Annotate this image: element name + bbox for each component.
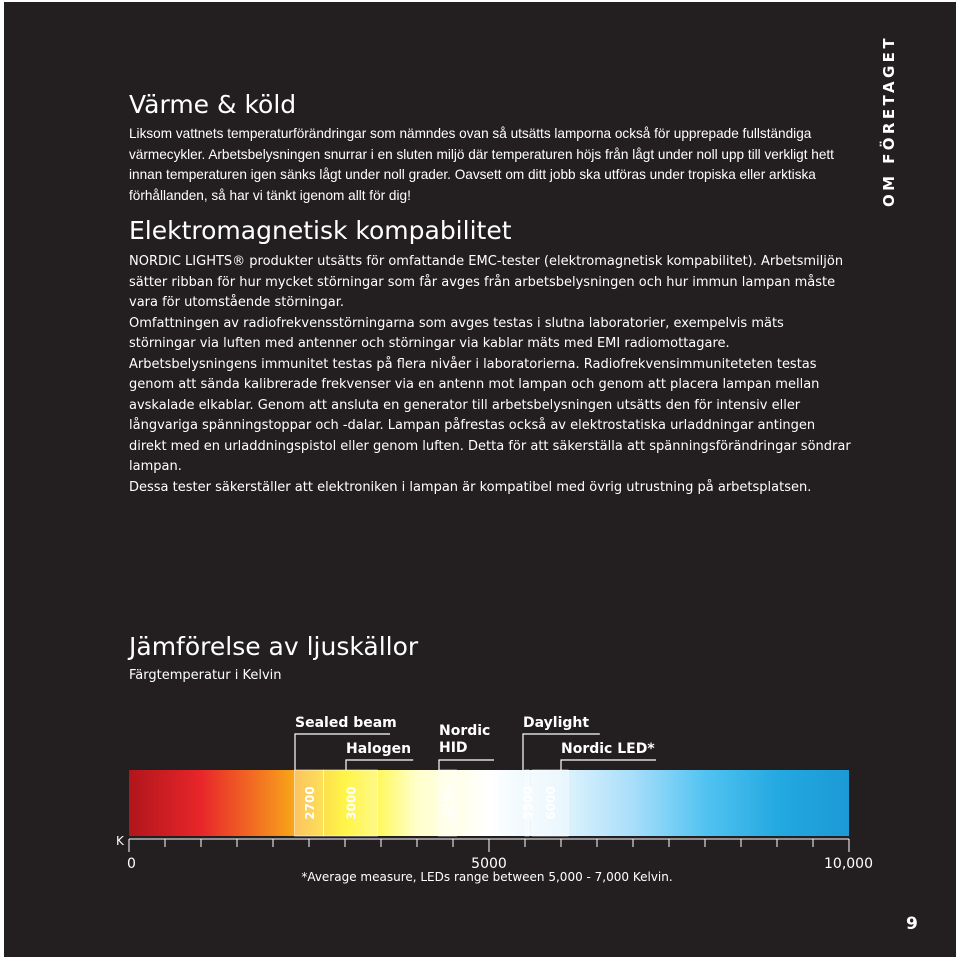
- band-value-label: 3000: [344, 786, 359, 820]
- axis-tick-label: 0: [127, 856, 136, 872]
- category-label: Daylight: [523, 715, 590, 731]
- light-source-subtitle: Färgtemperatur i Kelvin: [129, 668, 282, 683]
- kelvin-unit-label: K: [116, 834, 124, 848]
- color-temperature-chart: [4, 2, 956, 957]
- emc-paragraph: Dessa tester säkerställer att elektroniken i lampan är kompatibel med övrig utrustning på arbetsplatsen.: [129, 479, 812, 495]
- document-page: [4, 2, 956, 957]
- heat-cold-title: Värme & köld: [129, 90, 297, 119]
- category-label: Halogen: [346, 741, 412, 757]
- band-value-label: 6000: [544, 786, 559, 820]
- emc-paragraph: NORDIC LIGHTS® produkter utsätts för omfattande EMC-tester (elektromagnetisk kompabilitet). Arbetsmiljön sätter ribban för hur mycket störningar som får avges från arbetsbelysningen och hur immun lampan måste vara för utomstående störningar.: [129, 254, 844, 310]
- page-number: 9: [906, 914, 918, 934]
- category-label: Nordic: [439, 723, 491, 739]
- category-leader-line: [561, 760, 656, 770]
- kelvin-axis-ticks: [129, 839, 849, 852]
- emc-paragraph: Omfattningen av radiofrekvensstörningarna som avges testas i slutna laboratorier, exempelvis mäts störningar via luften med antenner och störningar via kablar mäts med EMI radiomottagare.: [129, 315, 784, 351]
- chart-footnote: *Average measure, LEDs range between 5,000 - 7,000 Kelvin.: [301, 870, 673, 884]
- section-side-tab: OM FÖRETAGET: [880, 35, 898, 207]
- heat-cold-paragraph: Liksom vattnets temperaturförändringar som nämndes ovan så utsätts lamporna också för upprepade fullständiga värmecykler. Arbetsbelysningen snurrar i en sluten miljö där temperaturen höjs från lågt under noll upp till verkligt hett innan temperaturen igen sänks lågt under noll grader. Oavsett om ditt jobb ska utföras under tropiska eller arktiska förhållanden, så har vi tänkt igenom allt för dig!: [129, 126, 834, 203]
- axis-tick-label: 5000: [471, 856, 507, 872]
- category-label: Nordic LED*: [561, 741, 655, 757]
- axis-tick-label: 10,000: [824, 856, 873, 872]
- band-value-label: 5500: [521, 786, 535, 820]
- band-value-label: 4250: [441, 786, 456, 820]
- category-labels: [295, 715, 655, 757]
- category-label: HID: [439, 740, 468, 756]
- category-label: Sealed beam: [295, 715, 397, 731]
- light-source-title: Jämförelse av ljuskällor: [129, 632, 419, 661]
- band-value-label: 2700: [303, 786, 317, 820]
- category-leader-line: [346, 760, 413, 770]
- emc-paragraph: Arbetsbelysningens immunitet testas på flera nivåer i laboratorierna. Radiofrekvensimmuniteteten testas genom att sända kalibrerade frekvenser via en antenn mot lampan och genom att placera lampan mellan avskalade elkablar. Genom att ansluta en generator till arbetsbelysningen utsätts den för intensiv eller långvariga spänningstoppar och -dalar. Lampan påfrestas också av elektrostatiska urladdningar antingen direkt med en urladdningspistol eller genom luften. Detta för att säkerställa att spänningsförändringar söndrar lampan.: [129, 356, 851, 474]
- color-spectrum-bar: [129, 770, 849, 836]
- category-leader-line: [439, 760, 494, 770]
- emc-title: Elektromagnetisk kompabilitet: [129, 216, 512, 245]
